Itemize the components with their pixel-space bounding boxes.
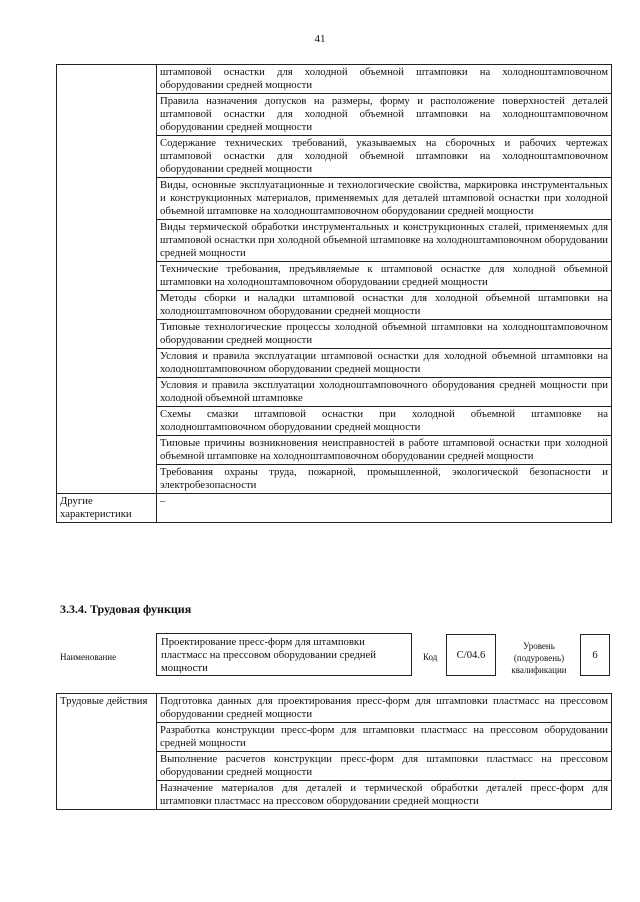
other-characteristics-label: Другие характеристики [57,494,157,523]
table-cell: Типовые причины возникновения неисправностей в работе штамповой оснастки при холодной объемной штамповке на холодноштамповочном оборудовании средней мощности [157,436,612,465]
table-cell: Выполнение расчетов конструкции пресс-форм для штамповки пластмасс на прессовом оборудовании средней мощности [157,752,612,781]
knowledge-table [56,64,612,523]
table-cell: Виды, основные эксплуатационные и технологические свойства, маркировка инструментальных и конструкционных материалов, применяемых для деталей штамповой оснастки при холодной объемной штамповке на холодноштамповочном оборудовании средней мощности [157,178,612,220]
level-label: Уровень (подуровень) квалификации [511,641,567,675]
table-row [57,494,612,523]
code-label: Код [423,652,438,662]
page-number: 41 [314,33,326,45]
table-cell: Разработка конструкции пресс-форм для штамповки пластмасс на прессовом оборудовании средней мощности [157,723,612,752]
table-row [57,694,612,723]
table-cell: Назначение материалов для деталей и термической обработки деталей пресс-форм для штамповки пластмасс на прессовом оборудовании средней мощности [157,781,612,810]
table-cell: Условия и правила эксплуатации холодноштамповочного оборудования средней мощности при холодной объемной штамповке [157,378,612,407]
table-row [57,65,612,94]
table-cell: Подготовка данных для проектирования пресс-форм для штамповки пластмасс на прессовом оборудовании средней мощности [157,694,612,723]
table-cell: Правила назначения допусков на размеры, форму и расположение поверхностей деталей штамповой оснастки для холодной объемной штамповки на холодноштамповочном оборудовании средней мощности [157,94,612,136]
labor-actions-table [56,693,612,810]
table-cell: Требования охраны труда, пожарной, промышленной, экологической безопасности и электробезопасности [157,465,612,494]
name-value: Проектирование пресс-форм для штамповки пластмасс на прессовом оборудовании средней мощности [156,633,412,676]
table-cell: Виды термической обработки инструментальных и конструкционных сталей, применяемых для штамповой оснастки при холодной объемной штамповке на холодноштамповочном оборудовании средней мощности [157,220,612,262]
code-value: С/04.6 [446,634,496,676]
table-cell: Типовые технологические процессы холодной объемной штамповки на холодноштамповочном оборудовании средней мощности [157,320,612,349]
table-cell: Технические требования, предъявляемые к штамповой оснастке для холодной объемной штамповки на холодноштамповочном оборудовании средней мощности [157,262,612,291]
table-cell: Содержание технических требований, указываемых на сборочных и рабочих чертежах штамповой оснастки для холодной объемной штамповки на холодноштамповочном оборудовании средней мощности [157,136,612,178]
table-cell: Методы сборки и наладки штамповой оснастки для холодной объемной штамповки на холодноштамповочном оборудовании средней мощности [157,291,612,320]
table-cell: штамповой оснастки для холодной объемной штамповки на холодноштамповочном оборудовании средней мощности [157,65,612,94]
table-cell: Условия и правила эксплуатации штамповой оснастки для холодной объемной штамповки на холодноштамповочном оборудовании средней мощности [157,349,612,378]
other-characteristics-value: – [157,494,612,523]
table-cell: Схемы смазки штамповой оснастки при холодной объемной штамповке на холодноштамповочном оборудовании средней мощности [157,407,612,436]
level-value: 6 [580,634,610,676]
knowledge-label-cell [57,65,157,494]
name-label: Наименование [60,652,117,662]
labor-actions-label: Трудовые действия [57,694,157,810]
section-title: 3.3.4. Трудовая функция [60,602,192,616]
